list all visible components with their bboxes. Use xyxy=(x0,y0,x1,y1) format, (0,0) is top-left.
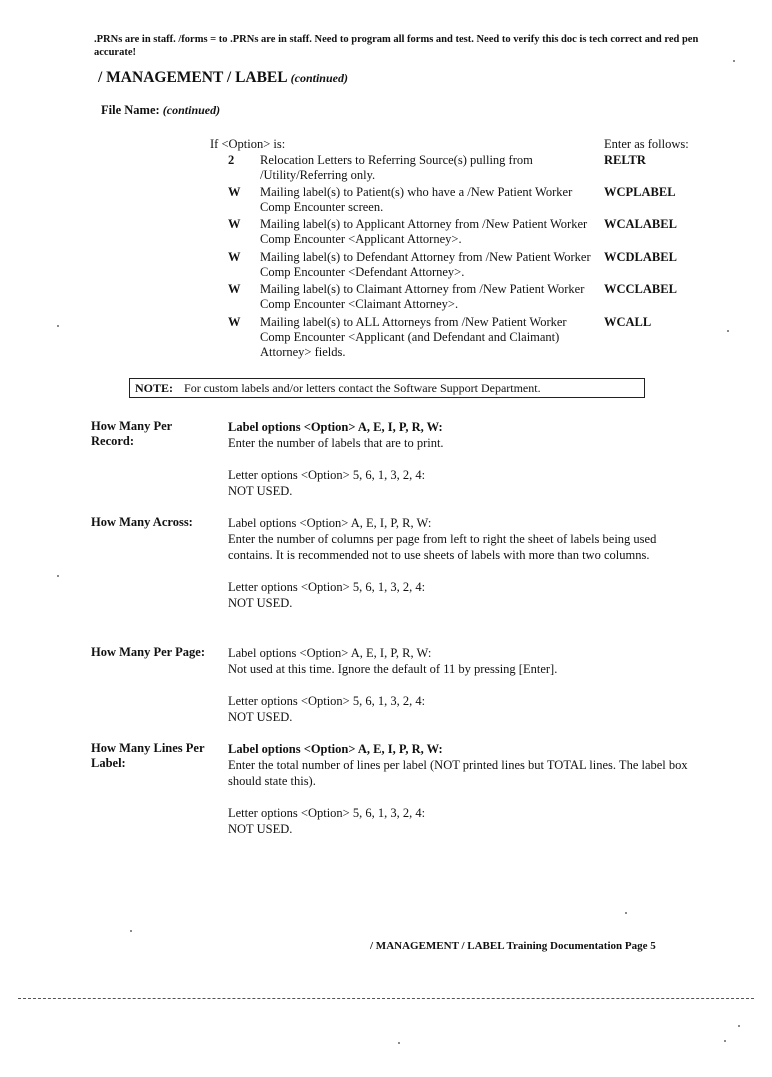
option-value: WCCLABEL xyxy=(604,282,677,296)
option-code: W xyxy=(228,250,241,264)
note-text: For custom labels and/or letters contact the Software Support Department. xyxy=(184,381,541,395)
scan-speck xyxy=(738,1025,740,1027)
option-description: Mailing label(s) to ALL Attorneys from /New Patient Worker Comp Encounter <Applicant (and Defendant and Claimant) Attorney> fields. xyxy=(260,315,567,359)
file-name-continued: (continued) xyxy=(162,103,221,117)
note-label: NOTE: xyxy=(135,381,174,395)
file-name-label xyxy=(101,103,220,118)
option-value: WCPLABEL xyxy=(604,185,676,199)
heading-continued: (continued) xyxy=(290,71,348,85)
option-description: Mailing label(s) to Applicant Attorney from /New Patient Worker Comp Encounter <Applicant Attorney>. xyxy=(260,217,588,246)
letter-options-text: NOT USED. xyxy=(228,710,293,724)
label-options-text: Enter the number of labels that are to print. xyxy=(228,436,444,450)
scan-speck xyxy=(398,1042,400,1044)
option-description: Mailing label(s) to Claimant Attorney from /New Patient Worker Comp Encounter <Claimant Attorney>. xyxy=(260,282,585,311)
section-heading xyxy=(98,69,348,87)
field-label-across: How Many Across: xyxy=(91,515,193,529)
scan-speck xyxy=(733,60,735,62)
label-options-header: Label options <Option> A, E, I, P, R, W: xyxy=(228,646,432,660)
letter-options-header: Letter options <Option> 5, 6, 1, 3, 2, 4: xyxy=(228,806,426,820)
handwritten-note: .PRNs are in staff. /forms = to .PRNs are in staff. Need to program all forms and test. Need to verify this doc is tech correct and red pen accurate! xyxy=(94,34,699,58)
label-options-text: Enter the total number of lines per label (NOT printed lines but TOTAL lines. The label box should state this). xyxy=(228,758,688,788)
label-options-header: Label options <Option> A, E, I, P, R, W: xyxy=(228,742,443,756)
enter-column-header: Enter as follows: xyxy=(604,137,689,151)
label-options-header: Label options <Option> A, E, I, P, R, W: xyxy=(228,420,443,434)
letter-options-text: NOT USED. xyxy=(228,484,293,498)
letter-options-text: NOT USED. xyxy=(228,822,293,836)
scan-speck xyxy=(727,330,729,332)
scan-speck xyxy=(130,930,132,932)
scan-speck xyxy=(625,912,627,914)
option-code: W xyxy=(228,185,241,199)
field-body-lines-per-label xyxy=(228,741,703,837)
option-value: WCDLABEL xyxy=(604,250,677,264)
heading-title: / MANAGEMENT / LABEL xyxy=(98,69,287,86)
field-body-per-page xyxy=(228,645,703,725)
page-footer: / MANAGEMENT / LABEL Training Documentation Page 5 xyxy=(370,940,656,952)
scan-speck xyxy=(57,575,59,577)
option-description: Mailing label(s) to Patient(s) who have a /New Patient Worker Comp Encounter screen. xyxy=(260,185,573,214)
option-description: Relocation Letters to Referring Source(s) pulling from /Utility/Referring only. xyxy=(260,153,533,182)
option-code: W xyxy=(228,217,241,231)
option-code: W xyxy=(228,315,241,329)
label-options-header: Label options <Option> A, E, I, P, R, W: xyxy=(228,516,432,530)
letter-options-header: Letter options <Option> 5, 6, 1, 3, 2, 4: xyxy=(228,468,426,482)
option-code: W xyxy=(228,282,241,296)
label-options-text: Enter the number of columns per page from left to right the sheet of labels being used contains. It is recommended not to use sheets of labels with more than two columns. xyxy=(228,532,657,562)
scan-speck xyxy=(57,325,59,327)
note-box xyxy=(129,378,645,398)
option-value: WCALABEL xyxy=(604,217,677,231)
option-description: Mailing label(s) to Defendant Attorney from /New Patient Worker Comp Encounter <Defendant Attorney>. xyxy=(260,250,591,279)
page-divider xyxy=(18,998,754,999)
field-label-lines-per-label: How Many Lines Per Label: xyxy=(91,741,205,770)
option-column-header: If <Option> is: xyxy=(210,137,286,151)
scan-speck xyxy=(724,1040,726,1042)
option-value: WCALL xyxy=(604,315,652,329)
field-label-per-page: How Many Per Page: xyxy=(91,645,205,659)
file-name-text: File Name: xyxy=(101,103,160,117)
field-body-per-record xyxy=(228,419,703,499)
label-options-text: Not used at this time. Ignore the default of 11 by pressing [Enter]. xyxy=(228,662,558,676)
option-code: 2 xyxy=(228,153,235,167)
option-value: RELTR xyxy=(604,153,646,167)
letter-options-text: NOT USED. xyxy=(228,596,293,610)
field-label-per-record: How Many Per Record: xyxy=(91,419,173,448)
letter-options-header: Letter options <Option> 5, 6, 1, 3, 2, 4: xyxy=(228,580,426,594)
field-body-across xyxy=(228,515,703,611)
letter-options-header: Letter options <Option> 5, 6, 1, 3, 2, 4: xyxy=(228,694,426,708)
